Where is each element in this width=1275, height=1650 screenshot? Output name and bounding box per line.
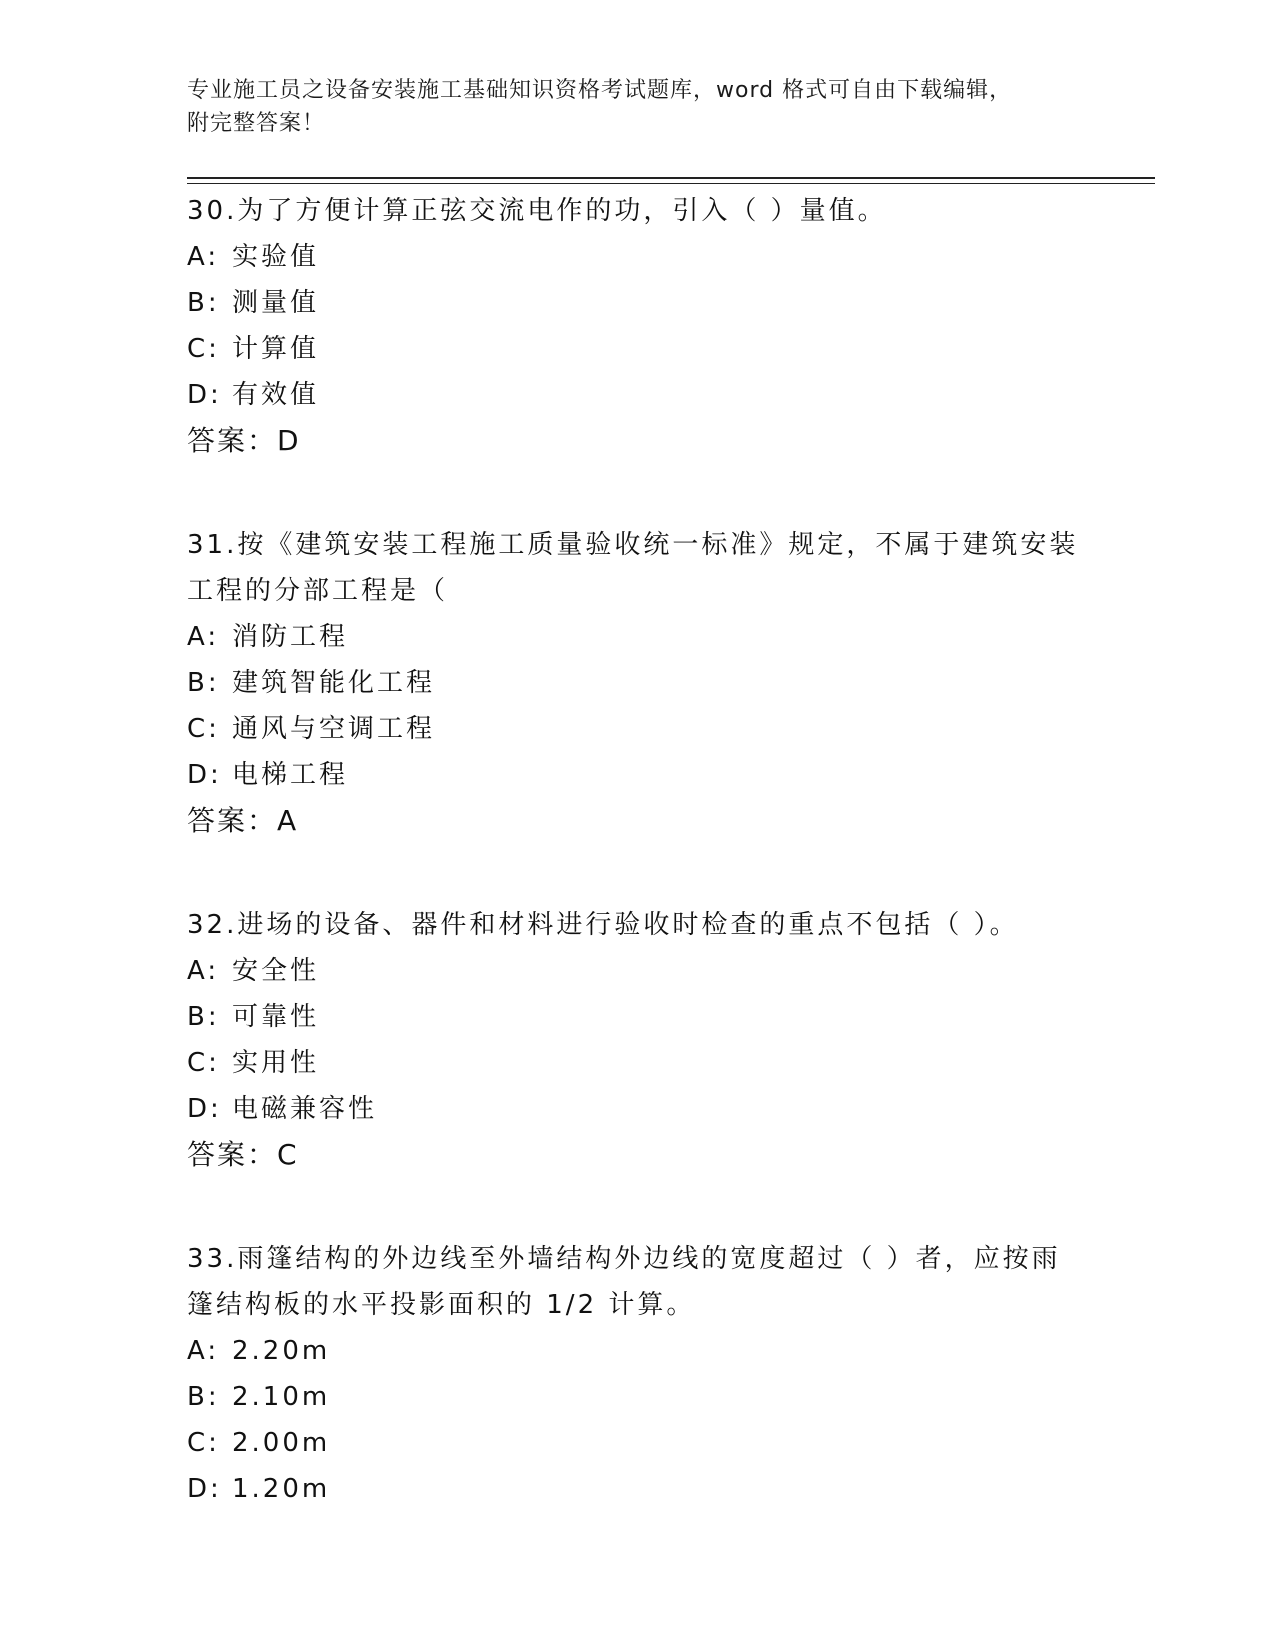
question-31 — [187, 522, 1087, 844]
option-text: 有效值 — [232, 380, 320, 410]
question-list — [187, 188, 1087, 1570]
option-label: D: — [187, 380, 222, 410]
option-label: C: — [187, 714, 220, 744]
option-a — [187, 234, 1087, 280]
option-label: D: — [187, 760, 222, 790]
option-label: D: — [187, 1094, 222, 1124]
option-b — [187, 1374, 1087, 1420]
option-text: 可靠性 — [232, 1002, 320, 1032]
question-stem: 33.雨篷结构的外边线至外墙结构外边线的宽度超过（ ）者，应按雨篷结构板的水平投影面积的 1/2 计算。 — [187, 1244, 1061, 1320]
option-a — [187, 1328, 1087, 1374]
option-label: C: — [187, 334, 220, 364]
question-stem: 32.进场的设备、器件和材料进行验收时检查的重点不包括（ ）。 — [187, 910, 1019, 940]
answer-line: 答案：D — [187, 424, 301, 457]
option-label: B: — [187, 668, 220, 698]
option-label: C: — [187, 1428, 220, 1458]
question-32 — [187, 902, 1087, 1178]
option-a — [187, 948, 1087, 994]
question-30 — [187, 188, 1087, 464]
option-label: A: — [187, 242, 220, 272]
answer-line: 答案：C — [187, 1138, 299, 1171]
question-stem: 31.按《建筑安装工程施工质量验收统一标准》规定，不属于建筑安装工程的分部工程是（ — [187, 530, 1079, 606]
option-b — [187, 280, 1087, 326]
answer-line: 答案：A — [187, 804, 299, 837]
option-d — [187, 1086, 1087, 1132]
option-c — [187, 706, 1087, 752]
option-label: B: — [187, 1002, 220, 1032]
option-text: 消防工程 — [232, 622, 349, 652]
document-header — [187, 74, 1087, 140]
option-a — [187, 614, 1087, 660]
option-b — [187, 994, 1087, 1040]
option-text: 2.20m — [232, 1336, 331, 1366]
option-d — [187, 372, 1087, 418]
option-text: 实用性 — [232, 1048, 320, 1078]
option-label: B: — [187, 288, 220, 318]
option-c — [187, 1420, 1087, 1466]
header-divider-thick — [187, 177, 1155, 179]
option-text: 2.10m — [232, 1382, 331, 1412]
header-line-2: 附完整答案！ — [187, 111, 326, 136]
option-label: A: — [187, 1336, 220, 1366]
option-text: 1.20m — [232, 1474, 331, 1504]
option-label: A: — [187, 956, 220, 986]
option-text: 建筑智能化工程 — [232, 668, 436, 698]
option-text: 2.00m — [232, 1428, 331, 1458]
header-divider-thin — [187, 183, 1155, 184]
option-text: 电梯工程 — [232, 760, 349, 790]
option-label: D: — [187, 1474, 222, 1504]
option-text: 实验值 — [232, 242, 320, 272]
option-c — [187, 1040, 1087, 1086]
option-text: 通风与空调工程 — [232, 714, 436, 744]
question-stem: 30.为了方便计算正弦交流电作的功，引入（ ）量值。 — [187, 196, 887, 226]
option-c — [187, 326, 1087, 372]
option-text: 电磁兼容性 — [232, 1094, 378, 1124]
option-label: C: — [187, 1048, 220, 1078]
option-label: A: — [187, 622, 220, 652]
question-33 — [187, 1236, 1087, 1512]
option-b — [187, 660, 1087, 706]
option-d — [187, 752, 1087, 798]
option-text: 计算值 — [232, 334, 320, 364]
option-text: 测量值 — [232, 288, 320, 318]
header-line-1: 专业施工员之设备安装施工基础知识资格考试题库，word 格式可自由下载编辑， — [187, 78, 1013, 103]
option-text: 安全性 — [232, 956, 320, 986]
option-label: B: — [187, 1382, 220, 1412]
option-d — [187, 1466, 1087, 1512]
